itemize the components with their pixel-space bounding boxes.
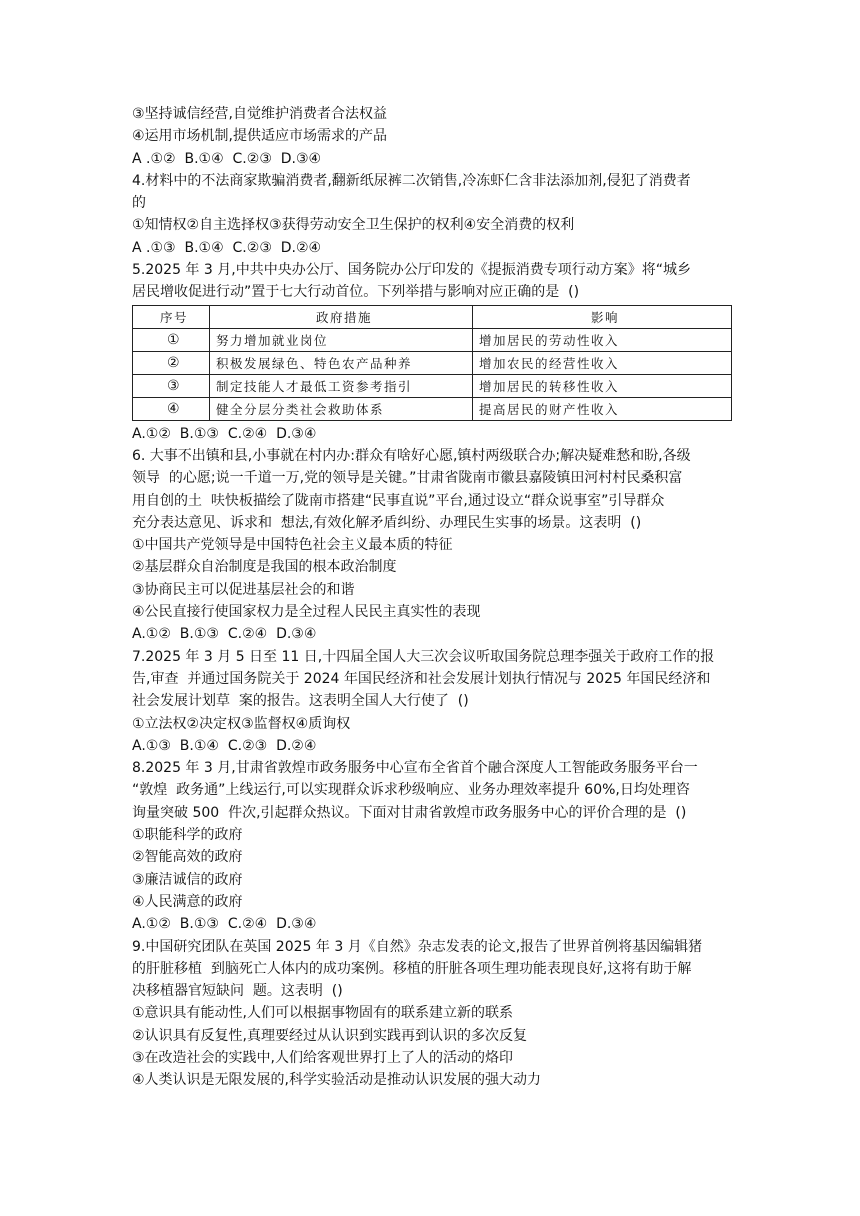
- text-line: A .①② B.①④ C.②③ D.③④: [132, 150, 322, 167]
- text-block-bottom: [132, 423, 732, 1092]
- table-cell: 增加居民的劳动性收入: [473, 328, 732, 351]
- table-row: [133, 374, 732, 397]
- text-block-top: [132, 103, 732, 304]
- table-header-cell: 影响: [473, 305, 732, 328]
- text-line: ①职能科学的政府: [132, 827, 243, 844]
- text-line: 询量突破 500 件次,引起群众热议。下面对甘肃省敦煌市政务服务中心的评价合理的是 (): [132, 804, 687, 821]
- table-cell: 提高居民的财产性收入: [473, 397, 732, 420]
- table-row: [133, 328, 732, 351]
- text-line: ①中国共产党领导是中国特色社会主义最本质的特征: [132, 537, 453, 554]
- table-cell: ④: [133, 397, 210, 420]
- table-header-row: [133, 305, 732, 328]
- table-cell: 积极发展绿色、特色农产品种养: [210, 351, 473, 374]
- text-line: 决移植器官短缺问 题。这表明 (): [132, 983, 343, 1000]
- text-line: 用自创的土 呋快板描绘了陇南市搭建“民事直说”平台,通过设立“群众说事室”引导群众: [132, 492, 665, 509]
- text-line: ①意识具有能动性,人们可以根据事物固有的联系建立新的联系: [132, 1005, 513, 1022]
- text-line: ③坚持诚信经营,自觉维护消费者合法权益: [132, 106, 387, 122]
- text-line: ④公民直接行使国家权力是全过程人民民主真实性的表现: [132, 604, 481, 621]
- table-row: [133, 397, 732, 420]
- text-line: 告,审查 并通过国务院关于 2024 年国民经济和社会发展计划执行情况与 2025 年国民经济和: [132, 670, 711, 687]
- text-line: ②认识具有反复性,真理要经过从认识到实践再到认识的多次反复: [132, 1027, 527, 1044]
- text-line: ②基层群众自治制度是我国的根本政治制度: [132, 559, 397, 576]
- text-line: ④人民满意的政府: [132, 893, 243, 910]
- text-line: 5.2025 年 3 月,中共中央办公厅、国务院办公厅印发的《提振消费专项行动方案》将“城乡: [132, 262, 691, 279]
- text-line: 4.材料中的不法商家欺骗消费者,翻新纸尿裤二次销售,冷冻虾仁含非法添加剂,侵犯了消费者: [132, 172, 691, 189]
- text-line: ①知情权②自主选择权③获得劳动安全卫生保护的权利④安全消费的权利: [132, 217, 575, 234]
- text-line: 的: [132, 195, 146, 212]
- text-line: ①立法权②决定权③监督权④质询权: [132, 715, 351, 732]
- table-cell: ②: [133, 351, 210, 374]
- text-line: ③协商民主可以促进基层社会的和谐: [132, 581, 355, 598]
- text-line: 7.2025 年 3 月 5 日至 11 日,十四届全国人大三次会议听取国务院总理李强关于政府工作的报: [132, 648, 715, 665]
- question-content: [132, 103, 732, 1092]
- text-line: ②智能高效的政府: [132, 849, 243, 866]
- text-line: 充分表达意见、诉求和 想法,有效化解矛盾纠纷、办理民生实事的场景。这表明 (): [132, 514, 642, 531]
- text-line: 9.中国研究团队在英国 2025 年 3 月《自然》杂志发表的论文,报告了世界首例将基因编辑猪: [132, 938, 703, 955]
- text-line: ④人类认识是无限发展的,科学实验活动是推动认识发展的强大动力: [132, 1072, 541, 1089]
- text-line: A .①③ B.①④ C.②③ D.②④: [132, 239, 322, 256]
- text-line: 8.2025 年 3 月,甘肃省敦煌市政务服务中心宣布全省首个融合深度人工智能政务服务平台一: [132, 760, 698, 777]
- text-line: ③廉洁诚信的政府: [132, 871, 243, 888]
- text-line: A.①② B.①③ C.②④ D.③④: [132, 425, 317, 442]
- measures-table-wrapper: [132, 305, 732, 421]
- table-header-cell: 序号: [133, 305, 210, 328]
- table-row: [133, 351, 732, 374]
- measures-table: [132, 305, 732, 421]
- text-line: 领导 的心愿;说一千道一万,党的领导是关键。”甘肃省陇南市徽县嘉陵镇田河村村民桑积富: [132, 470, 683, 487]
- text-line: A.①② B.①③ C.②④ D.③④: [132, 916, 317, 933]
- text-line: 居民增收促进行动”置于七大行动首位。下列举措与影响对应正确的是 (): [132, 284, 580, 301]
- text-line: ④运用市场机制,提供适应市场需求的产品: [132, 128, 387, 145]
- table-cell: 增加居民的转移性收入: [473, 374, 732, 397]
- table-cell: 健全分层分类社会救助体系: [210, 397, 473, 420]
- table-cell: ③: [133, 374, 210, 397]
- table-header-cell: 政府措施: [210, 305, 473, 328]
- table-cell: 努力增加就业岗位: [210, 328, 473, 351]
- text-line: A.①② B.①③ C.②④ D.③④: [132, 626, 317, 643]
- table-body: [133, 328, 732, 420]
- text-line: 社会发展计划草 案的报告。这表明全国人大行使了 (): [132, 693, 469, 710]
- text-line: 6. 大事不出镇和县,小事就在村内办:群众有啥好心愿,镇村两级联合办;解决疑难愁和盼,各级: [132, 447, 691, 464]
- text-line: “敦煌 政务通”上线运行,可以实现群众诉求秒级响应、业务办理效率提升 60%,日均处理咨: [132, 782, 690, 799]
- text-line: ③在改造社会的实践中,人们给客观世界打上了人的活动的烙印: [132, 1049, 513, 1066]
- text-line: 的肝脏移植 到脑死亡人体内的成功案例。移植的肝脏各项生理功能表现良好,这将有助于解: [132, 960, 692, 977]
- table-cell: 增加农民的经营性收入: [473, 351, 732, 374]
- table-cell: ①: [133, 328, 210, 351]
- text-line: A.①③ B.①④ C.②③ D.②④: [132, 737, 317, 754]
- table-cell: 制定技能人才最低工资参考指引: [210, 374, 473, 397]
